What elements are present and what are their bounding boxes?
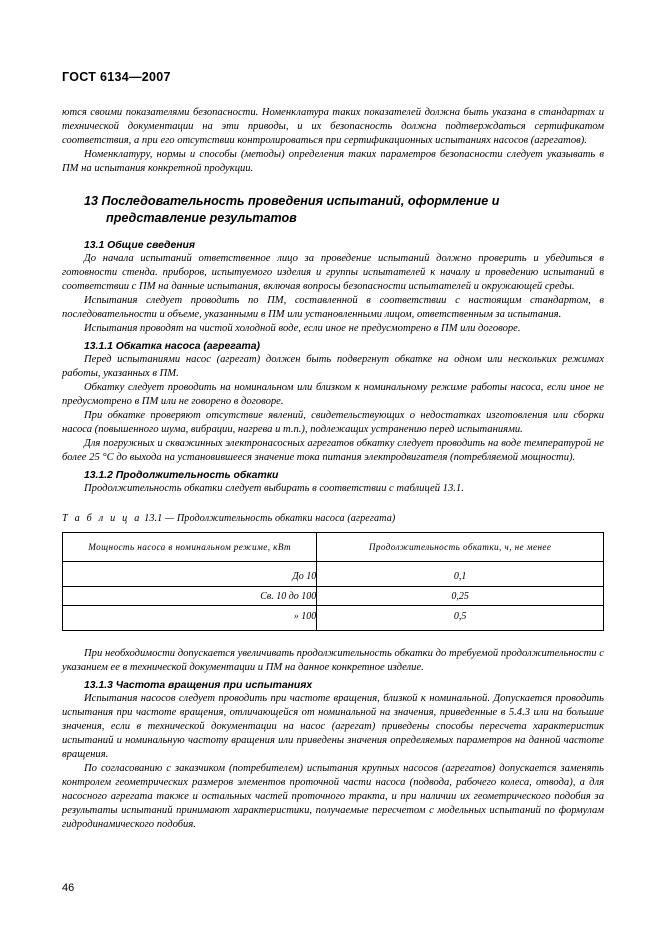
section-title-line-2: представление результатов [106,211,297,225]
subsection-heading-13-1-1: 13.1.1 Обкатка насоса (агрегата) [84,341,260,352]
subsection-heading-13-1: 13.1 Общие сведения [84,240,195,251]
paragraph-13-1-c: Испытания проводят на чистой холодной воде, если иное не предусмотрено в ПМ или договоре. [84,323,521,334]
paragraph-13-1-1-c: При обкатке проверяют отсутствие явлений, свидетельствующих о недостатках изготовления или сборки насоса (повышенного шума, вибрации, нагрева и т.п.), подлежащих устранению перед испытаниями. [62,410,604,435]
table-header-row [63,533,604,562]
paragraph-13-1-3-b: По согласованию с заказчиком (потребителем) испытания крупных насосов (агрегатов) допускается заменять контролем геометрических размеров элементов проточной части насоса (подвода, рабочего колеса, отвода), а для насосного агрегата также и остальных частей проточного тракта, и при наличии их геометрического подобия за результаты испытаний принимают характеристики, получаемые пересчетом с модельных испытаний по формулам гидродинамического подобия. [62,763,604,830]
section-title-line-1: 13 Последовательность проведения испытаний, оформление и [84,194,500,208]
table-caption-prefix: Т а б л и ц а [62,513,142,524]
paragraph-13-1-b: Испытания следует проводить по ПМ, составленной в соответствии с настоящим стандартом, в последовательности и объеме, указанными в ПМ или установленными лицом, ответственным за испытания. [62,295,604,320]
table-caption [62,513,604,524]
table-cell-duration: 0,1 [317,562,604,587]
table-header-power: Мощность насоса в номинальном режиме, кВт [63,533,317,562]
table-header-duration: Продолжительность обкатки, ч, не менее [317,533,604,562]
paragraph-13-1-2-a: Продолжительность обкатки следует выбирать в соответствии с таблицей 13.1. [84,483,464,494]
section-title [62,193,604,227]
paragraph-13-1-1-a: Перед испытаниями насос (агрегат) должен быть подвергнут обкатке на одном или нескольких режимах работы, указанных в ПМ. [62,354,604,379]
intro-paragraph-2: Номенклатуру, нормы и способы (методы) определения таких параметров безопасности следует указывать в ПМ на испытания конкретной продукции. [62,149,604,174]
table-cell-duration: 0,25 [317,587,604,606]
paragraph-13-1-a: До начала испытаний ответственное лицо за проведение испытаний должно проверить и убедиться в готовности стенда. приборов, испытуемого изделия и группы испытателей к началу и проведению испытаний в соответствии с ПМ на данные испытания, включая вопросы безопасности испытателей и окружающей среды. [62,253,604,292]
paragraph-13-1-1-d: Для погружных и скважинных электронасосных агрегатов обкатку следует проводить на воде температурой не более 25 °С до выхода на установившееся значение тока питания электродвигателя (потребляемой мощности). [62,438,604,463]
table-cell-power: Св. 10 до 100 [63,587,317,606]
table-row [63,562,604,587]
table-caption-rest: 13.1 — Продолжительность обкатки насоса (агрегата) [141,513,396,524]
page-number: 46 [62,882,75,894]
paragraph-after-table: При необходимости допускается увеличивать продолжительность обкатки до требуемой продолжительности с указанием ее в технической документации и ПМ на данное конкретное изделие. [62,648,604,673]
table-row [63,587,604,606]
table-row [63,606,604,631]
intro-paragraph-1: ются своими показателями безопасности. Номенклатура таких показателей должна быть указана в стандартах и технической документации на эти приводы, и их безопасность должна подтверждаться сертификатом соответствия, а при его отсутствии контролироваться при сертификационных испытаниях насосов (агрегатов). [62,107,604,146]
page-header: ГОСТ 6134—2007 [62,70,171,84]
table-cell-power: До 10 [63,562,317,587]
table-cell-power: » 100 [63,606,317,631]
paragraph-13-1-3-a: Испытания насосов следует проводить при частоте вращения, близкой к номинальной. Допускается проводить испытания при частоте вращения, отличающейся от номинальной на значения, приведенные в 5.4.3 или на большие значения, если в технической документации на насос (агрегат) приведены способы пересчета характеристик испытаний и номинальную частоту вращения или приведены значения определяемых параметров на данной частоте вращения. [62,693,604,760]
subsection-heading-13-1-2: 13.1.2 Продолжительность обкатки [84,470,279,481]
obkatka-duration-table [62,532,604,631]
paragraph-13-1-1-b: Обкатку следует проводить на номинальном или близком к номинальному режиме работы насоса, если иное не предусмотрено в ПМ или не говорено в договоре. [62,382,604,407]
subsection-heading-13-1-3: 13.1.3 Частота вращения при испытаниях [84,680,313,691]
table-cell-duration: 0,5 [317,606,604,631]
